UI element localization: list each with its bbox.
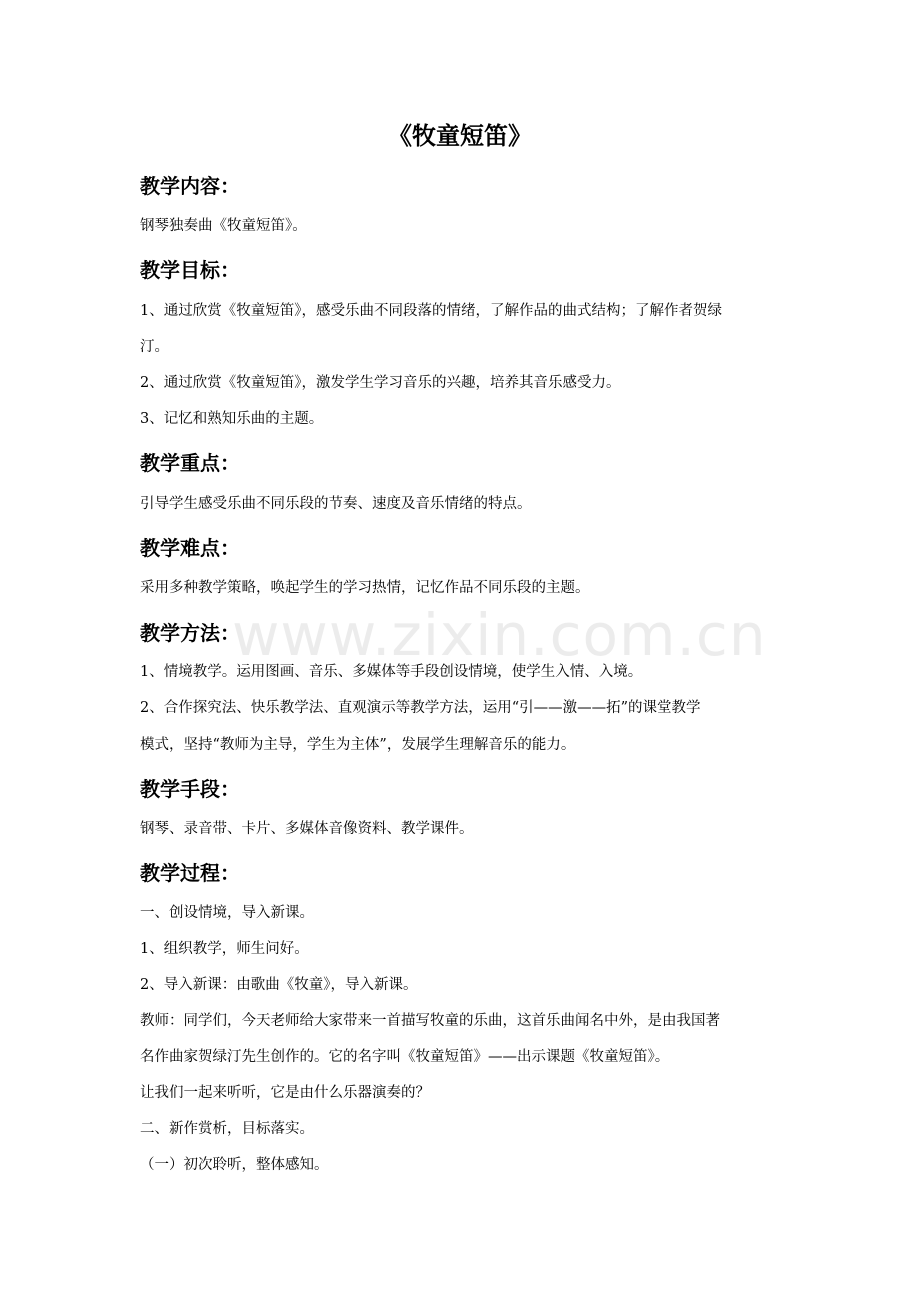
document-title: 《牧童短笛》 — [388, 122, 532, 150]
section-heading-key-points: 教学重点： — [140, 451, 240, 475]
paragraph-line: 一、创设情境，导入新课。 — [140, 905, 314, 921]
section-heading-difficulties: 教学难点： — [140, 536, 240, 560]
paragraph-line: 让我们一起来听听，它是由什么乐器演奏的？ — [140, 1085, 430, 1101]
paragraph-line: 模式，坚持“教师为主导，学生为主体”，发展学生理解音乐的能力。 — [140, 737, 576, 753]
paragraph-line: 教师：同学们，今天老师给大家带来一首描写牧童的乐曲，这首乐曲闻名中外，是由我国著 — [140, 1013, 720, 1029]
section-heading-methods: 教学方法： — [140, 621, 240, 645]
paragraph-line: 汀。 — [140, 339, 169, 355]
paragraph-line: 2、通过欣赏《牧童短笛》，激发学生学习音乐的兴趣，培养其音乐感受力。 — [140, 375, 621, 391]
paragraph-line: 钢琴、录音带、卡片、多媒体音像资料、教学课件。 — [140, 821, 474, 837]
paragraph-line: 采用多种教学策略，唤起学生的学习热情，记忆作品不同乐段的主题。 — [140, 580, 590, 596]
paragraph-line: 2、导入新课：由歌曲《牧童》，导入新课。 — [140, 977, 418, 993]
paragraph-line: 1、情境教学。运用图画、音乐、多媒体等手段创设情境，使学生入情、入境。 — [140, 664, 643, 680]
paragraph-line: 二、新作赏析，目标落实。 — [140, 1121, 314, 1137]
paragraph-line: 1、组织教学，师生问好。 — [140, 941, 309, 957]
watermark: www.zixin.com.cn — [232, 601, 767, 669]
paragraph-line: 2、合作探究法、快乐教学法、直观演示等教学方法，运用“引——激——拓”的课堂教学 — [140, 700, 701, 716]
paragraph-line: 1、通过欣赏《牧童短笛》，感受乐曲不同段落的情绪，了解作品的曲式结构；了解作者贺绿 — [140, 303, 722, 319]
section-heading-goals: 教学目标： — [140, 258, 240, 282]
section-heading-process: 教学过程： — [140, 861, 240, 885]
paragraph-line: （一）初次聆听，整体感知。 — [140, 1157, 329, 1173]
paragraph-line: 名作曲家贺绿汀先生创作的。它的名字叫《牧童短笛》——出示课题《牧童短笛》。 — [140, 1049, 670, 1065]
paragraph-line: 引导学生感受乐曲不同乐段的节奏、速度及音乐情绪的特点。 — [140, 496, 532, 512]
paragraph-line: 3、记忆和熟知乐曲的主题。 — [140, 411, 324, 427]
paragraph-line: 钢琴独奏曲《牧童短笛》。 — [140, 218, 307, 234]
section-heading-content: 教学内容： — [140, 174, 240, 198]
section-heading-means: 教学手段： — [140, 777, 240, 801]
